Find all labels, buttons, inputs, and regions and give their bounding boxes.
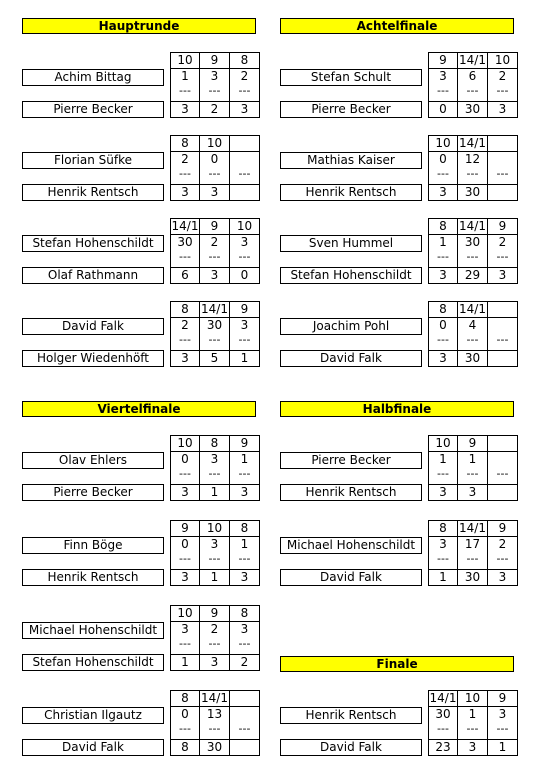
game-type: 8 (230, 605, 260, 622)
game-type (230, 690, 260, 707)
player-2-score: 30 (200, 739, 230, 756)
game-type: 9 (488, 520, 518, 537)
player-2-score: 3 (170, 484, 200, 501)
player-2-name: Stefan Hohenschildt (280, 267, 422, 284)
score-separator: --- (458, 722, 488, 739)
player-1-name: Stefan Schult (280, 69, 422, 86)
player-1-score: 2 (170, 151, 200, 168)
player-1-score (488, 317, 518, 334)
player-1-score: 3 (230, 317, 260, 334)
player-2-name: David Falk (280, 350, 422, 367)
game-type: 9 (230, 435, 260, 452)
game-type: 10 (170, 52, 200, 69)
player-2-score: 6 (170, 267, 200, 284)
player-1-name: Olav Ehlers (22, 452, 164, 469)
match (280, 520, 514, 586)
score-separator: --- (230, 552, 260, 569)
player-1-score: 2 (230, 68, 260, 85)
player-2-name: Holger Wiedenhöft (22, 350, 164, 367)
player-1-name: Stefan Hohenschildt (22, 235, 164, 252)
game-type: 9 (230, 301, 260, 318)
match (280, 435, 514, 501)
player-1-score: 2 (200, 234, 230, 251)
player-1-name: Michael Hohenschildt (280, 537, 422, 554)
match (22, 301, 256, 367)
player-1-score: 30 (458, 234, 488, 251)
game-type: 9 (458, 435, 488, 452)
player-1-score: 3 (200, 68, 230, 85)
player-1-score: 3 (428, 536, 458, 553)
score-separator: --- (488, 722, 518, 739)
game-type: 10 (170, 605, 200, 622)
player-2-score: 3 (230, 569, 260, 586)
score-separator: --- (428, 552, 458, 569)
player-1-score: 1 (458, 451, 488, 468)
score-separator: --- (230, 250, 260, 267)
game-type: 14/1 (171, 219, 199, 233)
player-2-score: 3 (428, 267, 458, 284)
player-2-score: 30 (458, 101, 488, 118)
player-2-score: 23 (428, 739, 458, 756)
score-separator: --- (200, 552, 230, 569)
player-1-score: 30 (200, 317, 230, 334)
score-separator: --- (428, 722, 458, 739)
player-2-score: 3 (428, 350, 458, 367)
match (22, 218, 256, 284)
player-2-name: Pierre Becker (22, 484, 164, 501)
player-1-score: 6 (458, 68, 488, 85)
game-type: 10 (170, 435, 200, 452)
score-separator: --- (230, 167, 260, 184)
player-2-score: 3 (200, 267, 230, 284)
game-type: 9 (488, 218, 518, 235)
player-1-score: 0 (170, 706, 200, 723)
player-2-score: 3 (170, 184, 200, 201)
score-separator: --- (230, 333, 260, 350)
game-type: 8 (428, 218, 458, 235)
player-2-score: 3 (170, 350, 200, 367)
game-type: 8 (170, 690, 200, 707)
player-1-score: 0 (428, 151, 458, 168)
score-separator: --- (170, 722, 200, 739)
player-1-score: 1 (230, 451, 260, 468)
match (22, 605, 256, 671)
player-1-score: 1 (428, 451, 458, 468)
player-1-score: 0 (428, 317, 458, 334)
player-2-score: 29 (458, 267, 488, 284)
player-1-name: Michael Hohenschildt (22, 622, 164, 639)
player-2-score: 3 (488, 267, 518, 284)
player-1-name: Joachim Pohl (280, 318, 422, 335)
player-1-name: Finn Böge (22, 537, 164, 554)
score-separator: --- (488, 333, 518, 350)
match (22, 135, 256, 201)
player-2-score: 0 (428, 101, 458, 118)
player-2-score: 3 (488, 569, 518, 586)
match (280, 52, 514, 118)
player-1-score: 4 (458, 317, 488, 334)
player-2-score: 3 (200, 654, 230, 671)
score-separator: --- (170, 637, 200, 654)
score-separator: --- (200, 637, 230, 654)
player-2-name: David Falk (280, 569, 422, 586)
score-separator: --- (170, 467, 200, 484)
player-1-score: 3 (230, 621, 260, 638)
player-2-score: 3 (200, 184, 230, 201)
player-2-score (488, 184, 518, 201)
game-type: 14/1 (429, 691, 457, 705)
game-type: 9 (200, 605, 230, 622)
score-separator: --- (170, 167, 200, 184)
player-1-score: 30 (170, 234, 200, 251)
match (280, 218, 514, 284)
game-type: 8 (428, 301, 458, 318)
game-type: 14/1 (458, 301, 488, 318)
player-1-score: 3 (428, 68, 458, 85)
game-type: 14/1 (200, 690, 230, 707)
section-header-viertelfinale: Viertelfinale (22, 401, 256, 417)
player-1-name: Achim Bittag (22, 69, 164, 86)
player-1-score: 3 (488, 706, 518, 723)
player-2-score: 2 (200, 101, 230, 118)
player-1-score: 3 (230, 234, 260, 251)
game-type: 9 (428, 52, 458, 69)
score-separator: --- (428, 333, 458, 350)
player-2-score (230, 184, 260, 201)
match (280, 135, 514, 201)
game-type: 8 (230, 52, 260, 69)
player-2-score: 30 (458, 350, 488, 367)
player-1-score: 2 (488, 234, 518, 251)
player-1-score: 2 (170, 317, 200, 334)
game-type (230, 135, 260, 152)
score-separator: --- (458, 467, 488, 484)
player-1-score: 3 (200, 536, 230, 553)
score-separator: --- (230, 722, 260, 739)
player-1-score: 1 (170, 68, 200, 85)
player-1-score: 13 (200, 706, 230, 723)
player-2-score: 3 (428, 484, 458, 501)
score-separator: --- (200, 722, 230, 739)
match (280, 690, 514, 756)
player-2-name: Henrik Rentsch (280, 184, 422, 201)
player-2-score: 1 (230, 350, 260, 367)
player-1-score: 2 (488, 536, 518, 553)
score-separator: --- (428, 84, 458, 101)
score-separator: --- (488, 167, 518, 184)
score-separator: --- (458, 333, 488, 350)
score-separator: --- (230, 84, 260, 101)
player-1-name: Sven Hummel (280, 235, 422, 252)
score-separator: --- (200, 84, 230, 101)
game-type: 10 (488, 52, 518, 69)
player-2-name: David Falk (280, 739, 422, 756)
section-header-achtelfinale: Achtelfinale (280, 18, 514, 34)
match (22, 520, 256, 586)
player-2-name: Henrik Rentsch (22, 569, 164, 586)
score-separator: --- (488, 84, 518, 101)
game-type: 10 (428, 135, 458, 152)
score-separator: --- (428, 250, 458, 267)
score-separator: --- (200, 333, 230, 350)
score-separator: --- (200, 167, 230, 184)
score-separator: --- (488, 552, 518, 569)
game-type: 10 (458, 690, 488, 707)
player-2-score: 1 (200, 484, 230, 501)
player-2-score: 1 (170, 654, 200, 671)
game-type (488, 435, 518, 452)
score-separator: --- (170, 333, 200, 350)
game-type: 10 (230, 218, 260, 235)
match (22, 690, 256, 756)
game-type (488, 301, 518, 318)
player-1-name: David Falk (22, 318, 164, 335)
player-2-name: Henrik Rentsch (22, 184, 164, 201)
game-type: 8 (230, 520, 260, 537)
section-header-halbfinale: Halbfinale (280, 401, 514, 417)
player-1-name: Christian Ilgautz (22, 707, 164, 724)
player-2-score: 0 (230, 267, 260, 284)
player-1-score: 3 (170, 621, 200, 638)
match (22, 52, 256, 118)
player-2-score (488, 484, 518, 501)
score-separator: --- (170, 250, 200, 267)
player-1-score: 0 (200, 151, 230, 168)
player-2-score: 1 (428, 569, 458, 586)
section-header-finale: Finale (280, 656, 514, 672)
game-type: 14/1 (458, 135, 488, 152)
game-type: 9 (170, 520, 200, 537)
score-separator: --- (170, 552, 200, 569)
player-2-name: Pierre Becker (280, 101, 422, 118)
match (280, 301, 514, 367)
player-2-score: 3 (170, 569, 200, 586)
match (22, 435, 256, 501)
game-type: 8 (428, 520, 458, 537)
player-2-score (230, 739, 260, 756)
score-separator: --- (458, 84, 488, 101)
player-2-score: 3 (428, 184, 458, 201)
score-separator: --- (230, 637, 260, 654)
game-type: 14/1 (458, 520, 488, 537)
player-2-score: 3 (458, 739, 488, 756)
score-separator: --- (170, 84, 200, 101)
player-2-name: Olaf Rathmann (22, 267, 164, 284)
player-1-score: 2 (488, 68, 518, 85)
player-1-name: Mathias Kaiser (280, 152, 422, 169)
player-1-name: Pierre Becker (280, 452, 422, 469)
player-2-score: 3 (230, 484, 260, 501)
player-2-score: 1 (488, 739, 518, 756)
score-separator: --- (458, 552, 488, 569)
score-separator: --- (230, 467, 260, 484)
player-1-score (230, 151, 260, 168)
score-separator: --- (458, 250, 488, 267)
score-separator: --- (200, 467, 230, 484)
player-1-score: 30 (428, 706, 458, 723)
player-2-score: 3 (170, 101, 200, 118)
game-type: 10 (200, 520, 230, 537)
player-1-name: Henrik Rentsch (280, 707, 422, 724)
player-1-score: 3 (200, 451, 230, 468)
game-type: 9 (488, 690, 518, 707)
game-type: 8 (170, 135, 200, 152)
player-2-score: 30 (458, 569, 488, 586)
game-type: 14/1 (200, 301, 230, 318)
game-type: 9 (200, 218, 230, 235)
score-separator: --- (200, 250, 230, 267)
player-1-score: 12 (458, 151, 488, 168)
player-2-score (488, 350, 518, 367)
section-header-hauptrunde: Hauptrunde (22, 18, 256, 34)
player-1-score (230, 706, 260, 723)
player-2-score: 3 (488, 101, 518, 118)
player-2-score: 30 (458, 184, 488, 201)
score-separator: --- (428, 467, 458, 484)
score-separator: --- (458, 167, 488, 184)
player-1-name: Florian Süfke (22, 152, 164, 169)
score-separator: --- (488, 250, 518, 267)
player-2-name: Henrik Rentsch (280, 484, 422, 501)
player-2-score: 1 (200, 569, 230, 586)
game-type: 9 (200, 52, 230, 69)
game-type (488, 135, 518, 152)
player-1-score: 1 (230, 536, 260, 553)
player-1-score: 17 (458, 536, 488, 553)
player-1-score: 0 (170, 536, 200, 553)
player-1-score: 1 (428, 234, 458, 251)
player-2-score: 3 (230, 101, 260, 118)
game-type: 10 (428, 435, 458, 452)
game-type: 8 (170, 301, 200, 318)
game-type: 10 (200, 135, 230, 152)
player-2-name: David Falk (22, 739, 164, 756)
score-separator: --- (428, 167, 458, 184)
player-2-score: 2 (230, 654, 260, 671)
player-1-score (488, 151, 518, 168)
game-type: 14/1 (458, 52, 488, 69)
player-2-name: Stefan Hohenschildt (22, 654, 164, 671)
score-separator: --- (488, 467, 518, 484)
player-2-score: 3 (458, 484, 488, 501)
player-1-score: 1 (458, 706, 488, 723)
game-type: 14/1 (458, 218, 488, 235)
player-1-score: 2 (200, 621, 230, 638)
player-1-score (488, 451, 518, 468)
player-2-score: 8 (170, 739, 200, 756)
player-2-score: 5 (200, 350, 230, 367)
player-1-score: 0 (170, 451, 200, 468)
player-2-name: Pierre Becker (22, 101, 164, 118)
game-type: 8 (200, 435, 230, 452)
